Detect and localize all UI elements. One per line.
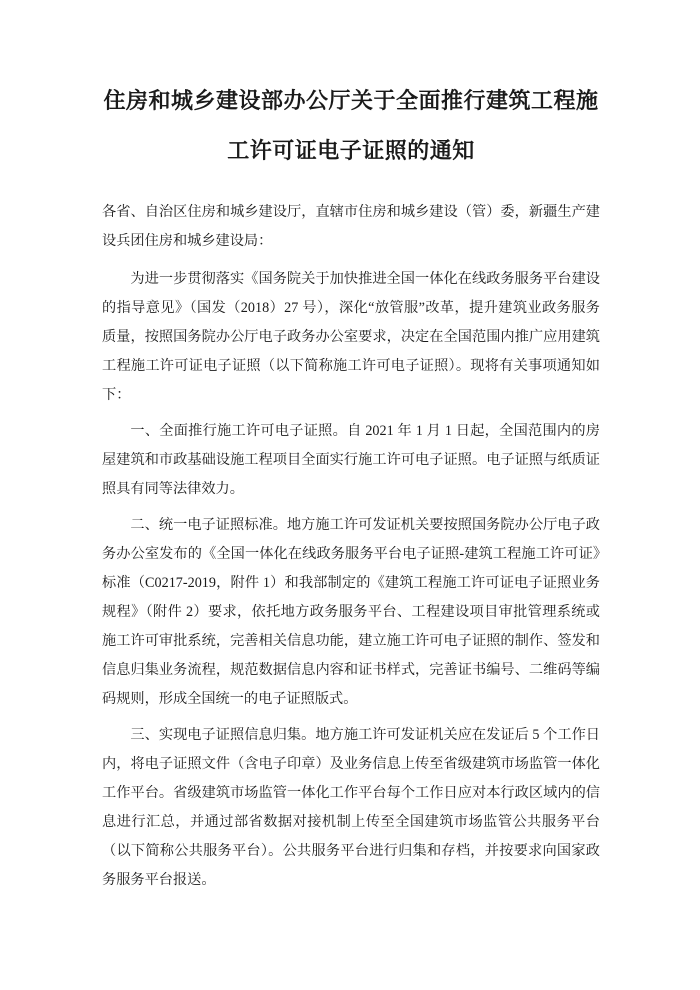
paragraph-intro: 为进一步贯彻落实《国务院关于加快推进全国一体化在线政务服务平台建设的指导意见》（国发（2018）27 号），深化“放管服”改革，提升建筑业政务服务质量，按照国务院办公厅电子政务办公室要求，决定在全国范围内推广应用建筑工程施工许可证电子证照（以下简称施工许可电子证照）。现将有关事项通知如下： [102,271,600,403]
document-title-line-2: 工许可证电子证照的通知 [227,138,475,163]
paragraph-item-1: 一、全面推行施工许可电子证照。自 2021 年 1 月 1 日起，全国范围内的房屋建筑和市政基础设施工程项目全面实行施工许可电子证照。电子证照与纸质证照具有同等法律效力。 [102,423,600,497]
document-title [102,76,600,176]
salutation: 各省、自治区住房和城乡建设厅，直辖市住房和城乡建设（管）委，新疆生产建设兵团住房和城乡建设局： [102,204,600,249]
document-body [102,198,600,895]
paragraph-item-2: 二、统一电子证照标准。地方施工许可发证机关要按照国务院办公厅电子政务办公室发布的《全国一体化在线政务服务平台电子证照-建筑工程施工许可证》标准（C0217-2019，附件 1）和我部制定的《建筑工程施工许可证电子证照业务规程》（附件 2）要求，依托地方政务服务平台、工程建设项目审批管理系统或施工许可审批系统，完善相关信息功能，建立施工许可电子证照的制作、签发和信息归集业务流程，规范数据信息内容和证书样式，完善证书编号、二维码等编码规则，形成全国统一的电子证照版式。 [102,517,600,707]
document-title-line-1: 住房和城乡建设部办公厅关于全面推行建筑工程施 [103,88,599,113]
paragraph-item-3: 三、实现电子证照信息归集。地方施工许可发证机关应在发证后 5 个工作日内，将电子证照文件（含电子印章）及业务信息上传至省级建筑市场监管一体化工作平台。省级建筑市场监管一体化工作平台每个工作日应对本行政区域内的信息进行汇总，并通过部省数据对接机制上传至全国建筑市场监管公共服务平台（以下简称公共服务平台）。公共服务平台进行归集和存档，并按要求向国家政务服务平台报送。 [102,727,600,888]
